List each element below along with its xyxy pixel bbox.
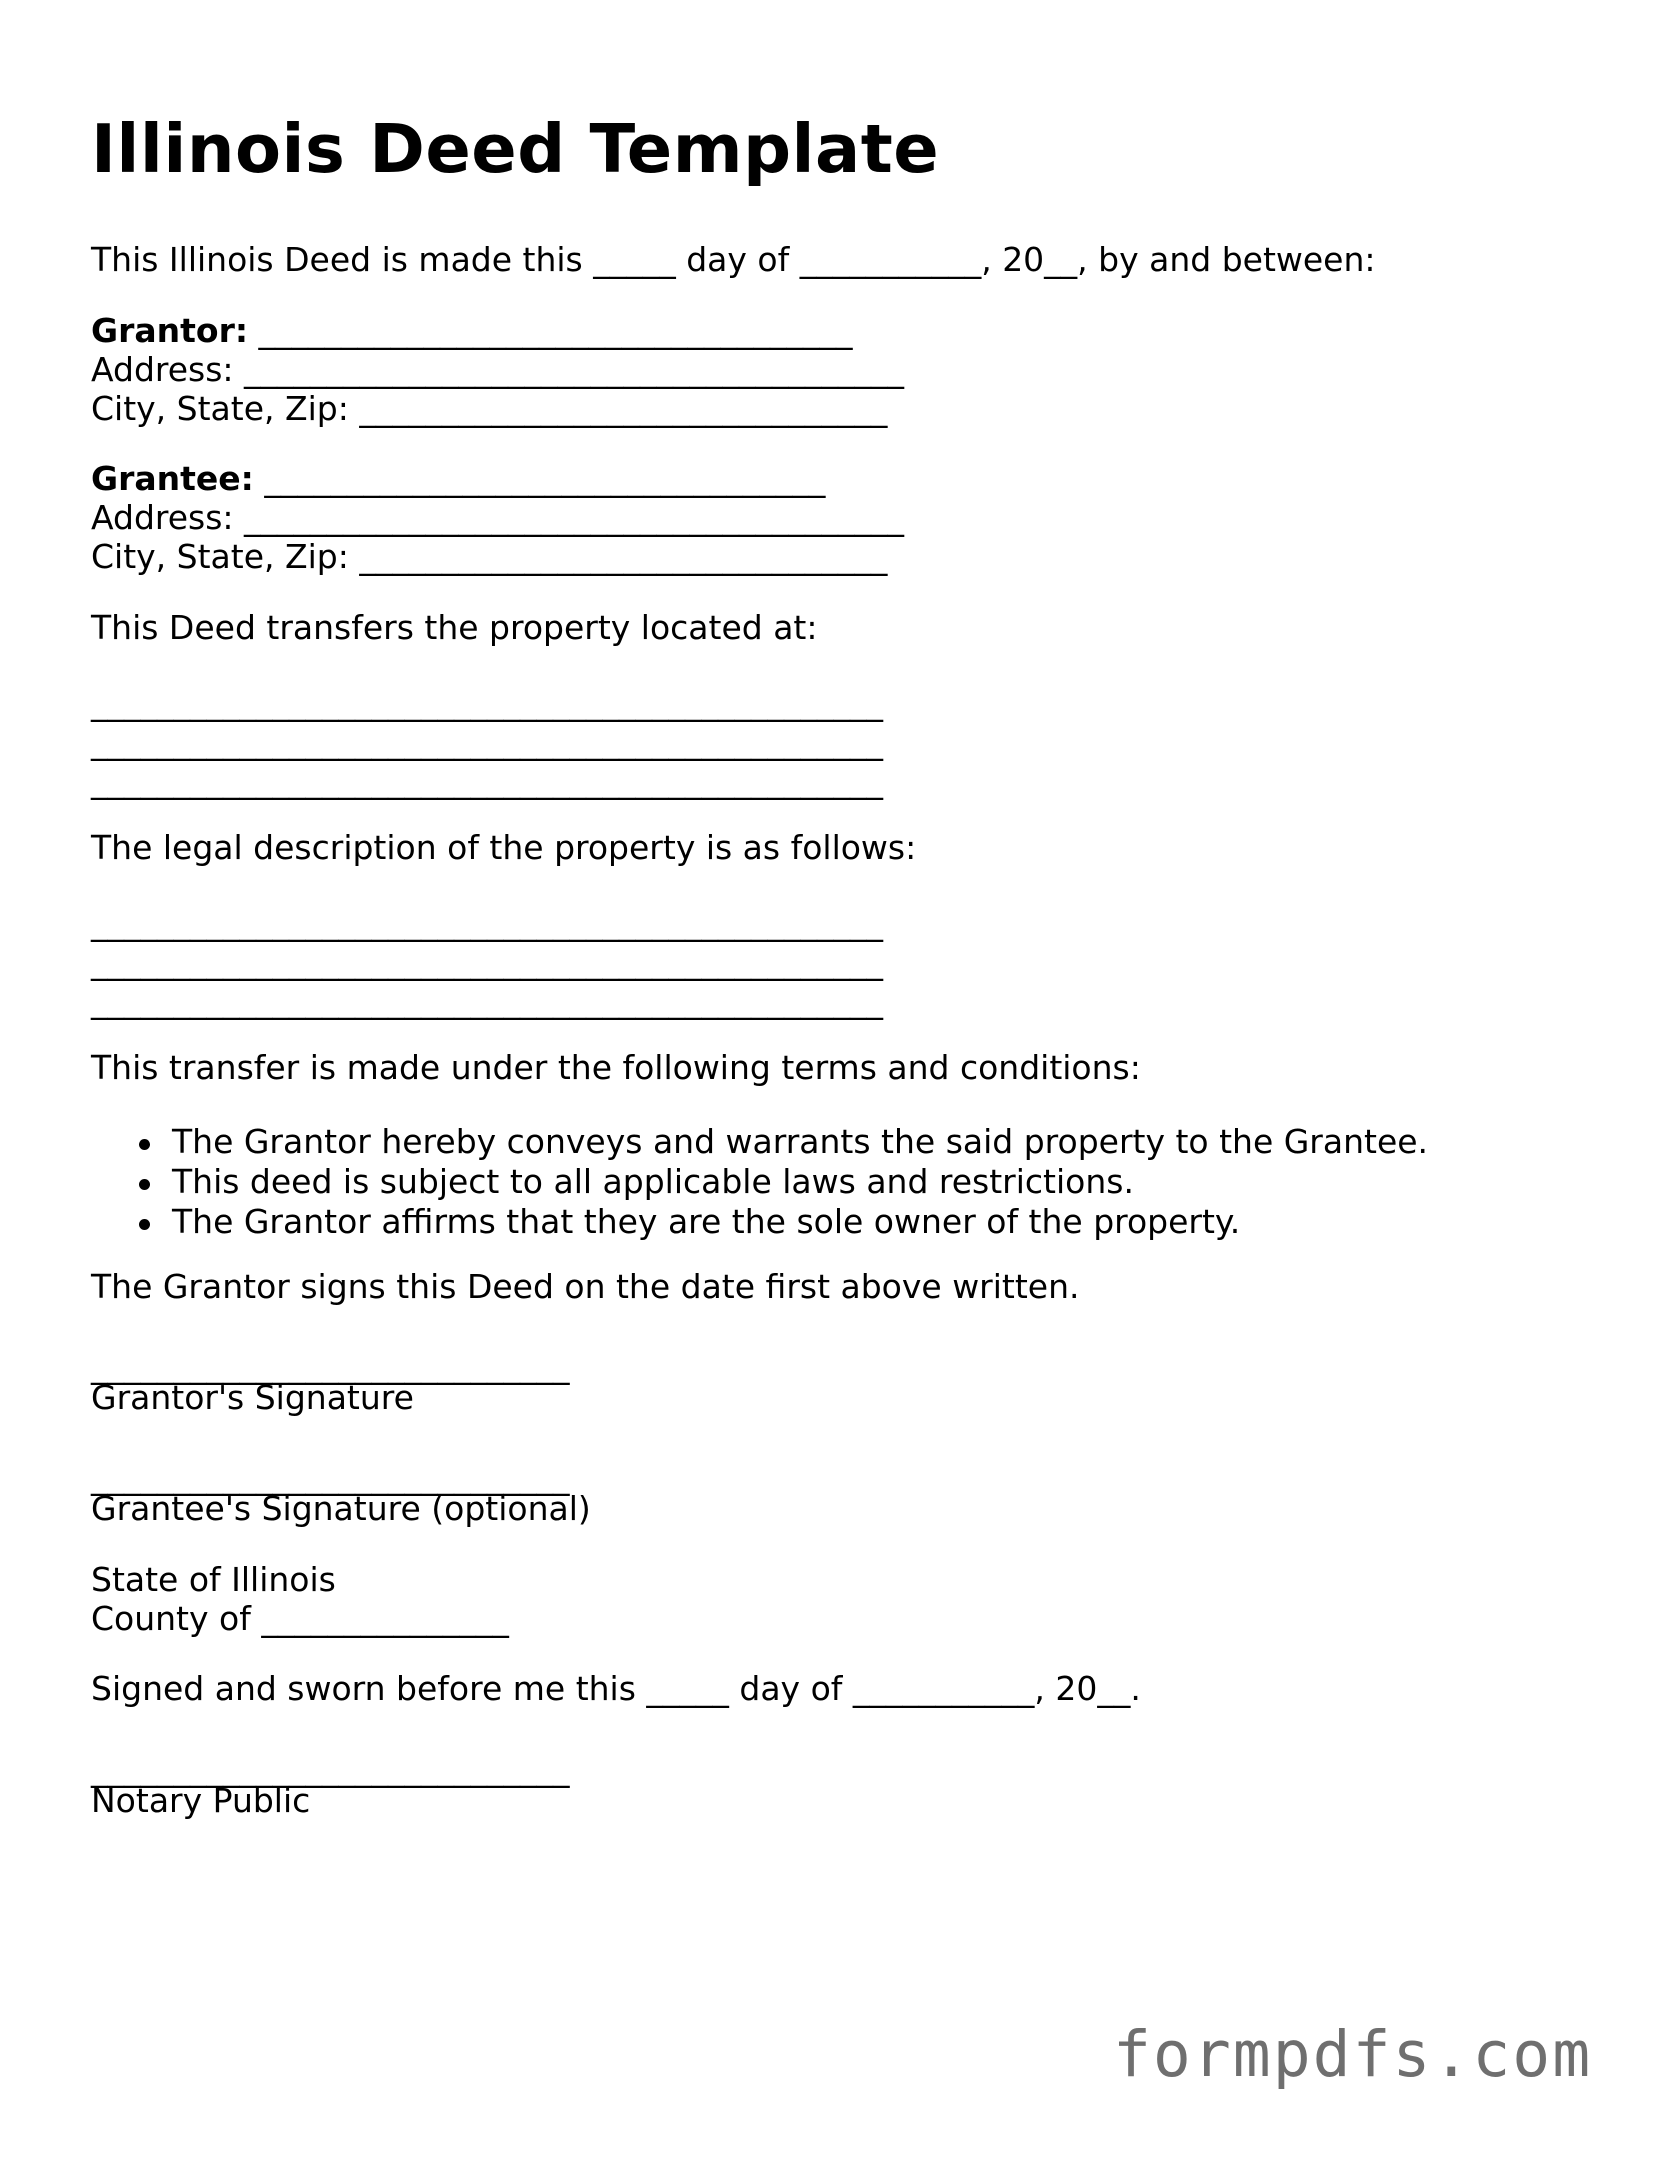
list-item [91, 1162, 1428, 1202]
bullet-icon [139, 1179, 150, 1190]
legal-description-line: ________________________________________________ [91, 981, 883, 1020]
list-item [91, 1122, 1428, 1162]
term-text: The Grantor hereby conveys and warrants the said property to the Grantee. [172, 1122, 1429, 1161]
term-text: The Grantor affirms that they are the sole owner of the property. [172, 1202, 1241, 1241]
grantee-signature-line: _____________________________ [91, 1457, 570, 1496]
bullet-icon [139, 1139, 150, 1150]
grantee-name-row [91, 459, 825, 499]
grantee-city-state-zip: City, State, Zip: ________________________________ [91, 537, 888, 576]
property-line: ________________________________________________ [91, 722, 883, 761]
property-line: ________________________________________________ [91, 683, 883, 722]
watermark: formpdfs.com [1113, 2018, 1593, 2091]
grantee-name-blank: __________________________________ [253, 459, 826, 498]
page-title: Illinois Deed Template [91, 110, 940, 188]
notary-county: County of _______________ [91, 1599, 509, 1638]
notary-signature-line: _____________________________ [91, 1749, 570, 1788]
list-item [91, 1202, 1428, 1242]
grantee-signature-label: Grantee's Signature (optional) [91, 1489, 591, 1528]
grantor-signature-label: Grantor's Signature [91, 1378, 414, 1417]
grantee-address: Address: ________________________________________ [91, 498, 905, 537]
bullet-icon [139, 1219, 150, 1230]
legal-description-line: ________________________________________________ [91, 942, 883, 981]
property-line: ________________________________________________ [91, 761, 883, 800]
legal-description-line: ________________________________________________ [91, 903, 883, 942]
signing-statement: The Grantor signs this Deed on the date first above written. [91, 1267, 1080, 1306]
grantor-signature-line: _____________________________ [91, 1346, 570, 1385]
grantor-name-row [91, 311, 853, 351]
grantor-name-blank: ____________________________________ [248, 311, 853, 350]
notary-label: Notary Public [91, 1781, 311, 1820]
notary-sworn-statement: Signed and sworn before me this _____ day of ___________, 20__. [91, 1669, 1141, 1708]
terms-heading: This transfer is made under the following terms and conditions: [91, 1048, 1141, 1087]
notary-state: State of Illinois [91, 1560, 336, 1599]
grantor-city-state-zip: City, State, Zip: ________________________________ [91, 389, 888, 428]
grantee-label: Grantee: [91, 459, 254, 498]
term-text: This deed is subject to all applicable laws and restrictions. [172, 1162, 1134, 1201]
terms-list [91, 1122, 1428, 1242]
legal-description-heading: The legal description of the property is as follows: [91, 828, 917, 867]
property-heading: This Deed transfers the property located at: [91, 608, 818, 647]
grantor-label: Grantor: [91, 311, 249, 350]
grantor-address: Address: ________________________________________ [91, 350, 905, 389]
intro-text: This Illinois Deed is made this _____ day of ___________, 20__, by and between: [91, 240, 1376, 279]
